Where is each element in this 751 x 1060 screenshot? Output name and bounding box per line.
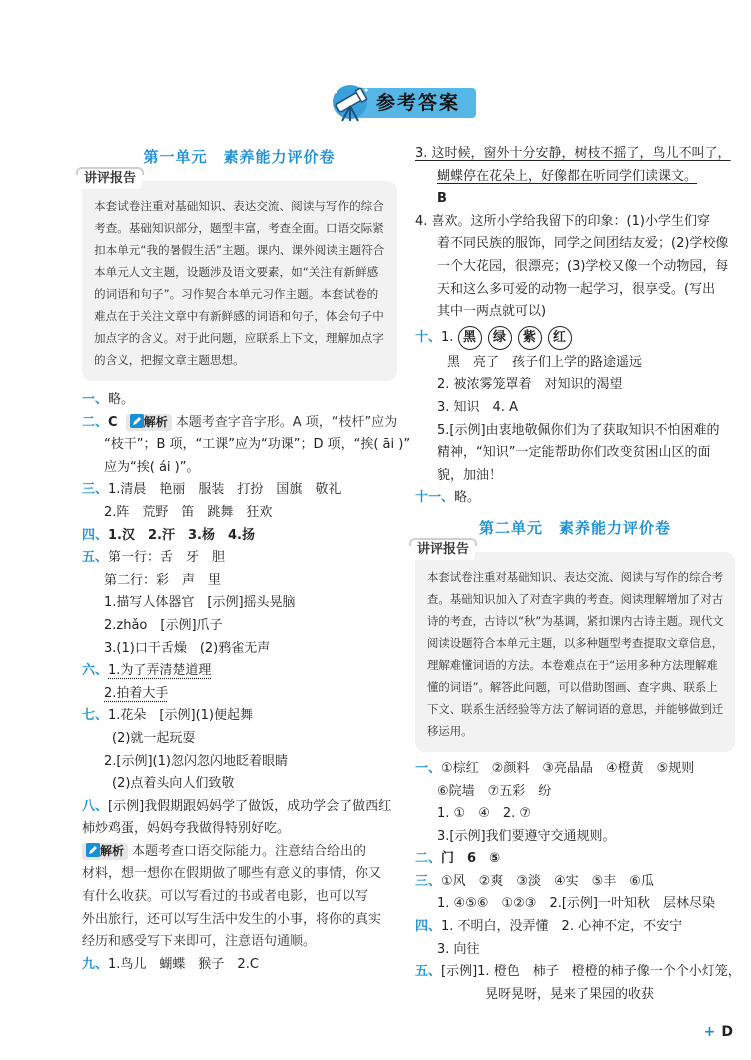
circled-char: 紫 [518,326,542,350]
u2-answer-3 [415,871,735,894]
section-number: 一、 [82,392,109,407]
answer-text: 1.花朵 [示例](1)便起舞 [108,708,253,724]
answer-text: 2.拍着大手 [104,685,169,701]
plus-icon: + [703,1024,716,1040]
section-number: 四、 [82,527,109,543]
answer-text: 门 6 ⑤ [441,851,501,867]
answer-3 [82,479,397,502]
answer-line: 1.描写人体器官 [示例]摇头晃脑 [104,595,296,611]
answer-line: 2. 被浓雾笼罩着 对知识的渴望 [437,377,623,393]
section-number: 六、 [82,663,109,679]
answer-text: C [108,414,118,430]
analysis-label: 解析 [143,414,168,429]
answer-8 [82,796,397,819]
answer-banner [330,84,478,120]
answer-line: 2.阵 荒野 笛 跳舞 狂欢 [104,504,273,520]
answer-line: 3. 知识 4. A [437,399,518,415]
u2-answer-4 [415,916,735,939]
answer-line: 貌，加油！ [437,467,503,483]
u2-answer-2 [415,848,735,871]
explanation-text: 本题考查口语交际能力。注意结合给出的 [132,843,367,859]
answer-10 [415,324,735,352]
answer-text: [示例]我假期跟妈妈学了做饭，成功学会了做西红 [108,798,392,814]
answer-text: 1. 不明白，没弄懂 2. 心神不定，不安宁 [441,919,683,935]
answer-8-analysis [82,841,397,864]
answer-text: ①棕红 ②颜料 ③亮晶晶 ④橙黄 ⑤规则 [441,760,695,776]
section-number: 九、 [82,956,109,972]
section-number: 十、 [415,329,442,345]
page-marker [704,1024,733,1040]
answer-text: 蝴蝶停在花朵上，好像都在听同学们读课文。 [437,168,698,184]
unit1-title: 第一单元 素养能力评价卷 [143,148,336,166]
answer-line: 黑 亮了 孩子们上学的路途遥远 [447,354,643,370]
answer-5 [82,547,397,570]
answer-line: ⑥院墙 ⑦五彩 纷 [437,783,552,799]
circled-char: 绿 [488,326,512,350]
answer-line: 第二行：彩 声 里 [104,572,222,588]
answer-line: 着不同民族的服饰，同学之间团结友爱；(2)学校像 [437,236,729,252]
answer-line: 2.[示例](1)忽闪忽闪地眨着眼睛 [104,753,288,769]
report-text: 本套试卷注重对基础知识、表达交流、阅读与写作的综合考查。基础知识部分，题型丰富，考查全面。口语交际紧扣本单元“我的暑假生活”主题。课内、课外阅读主题符合本单元人文主题，设题涉及语文要素，如“关注有新鲜感的词语和句子”。习作契合本单元习作主题。本套试卷的难点在于关注文章中有新鲜感的词语和句子，体会句子中加点字的含义。对于此问题，应联系上下文，理解加点字的含义，把握文章主题思想。 [94,199,385,367]
answer-line [415,166,735,189]
answer-text: 1.鸟儿 蝴蝶 猴子 2.C [108,956,259,972]
answer-line: 3. 向往 [437,941,480,957]
answer-line: 3.(1)口干舌燥 (2)鸦雀无声 [104,640,271,656]
telescope-icon [330,84,374,124]
section-number: 八、 [82,798,109,814]
explanation-line: 有什么收获。可以写看过的书或者电影，也可以写 [82,889,369,905]
analysis-badge [82,843,128,860]
section-number: 二、 [82,414,109,430]
answer-text: 略。 [454,490,481,506]
answer-text: 1.清晨 艳丽 服装 打扮 国旗 敬礼 [108,482,342,498]
answer-line: 5.[示例]由衷地敬佩你们为了获取知识不怕困难的 [437,422,720,438]
unit2-report-box [415,541,735,752]
answer-line: 柿炒鸡蛋，妈妈夸我做得特别好吃。 [82,821,291,837]
unit1-report-box [82,171,397,381]
answer-text: [示例]1. 橙色 柿子 橙橙的柿子像一个个小灯笼， [441,964,741,980]
section-number: 三、 [415,873,442,889]
answer-11 [415,487,735,510]
answer-line: (2)就一起玩耍 [112,730,196,746]
answer-line [82,683,397,706]
section-number: 十一、 [415,490,455,506]
answer-text: 1.为了弄清楚道理 [108,663,212,679]
answer-4 [82,525,397,548]
u2-answer-1 [415,758,735,781]
section-number: 二、 [415,851,442,867]
circled-char: 黑 [458,326,482,350]
answer-2 [82,412,397,435]
pencil-icon [86,843,100,857]
answer-line: 一个大花园，很漂亮；(3)学校又像一个动物园，每 [437,258,729,274]
analysis-badge [126,414,172,431]
answer-line: 2.zhǎo [示例]爪子 [104,617,223,633]
banner-title: 参考答案 [376,92,461,114]
section-number: 五、 [415,964,442,980]
right-column [415,143,741,1006]
answer-line: 4. 喜欢。这所小学给我留下的印象：(1)小学生们穿 [415,213,710,229]
section-number: 四、 [415,919,442,935]
answer-line: B [437,191,447,207]
answer-line: 精神，“知识”一定能帮助你们改变贫困山区的面 [437,445,711,461]
answer-line: 1. ① ④ 2. ⑦ [437,806,532,822]
report-tag: 讲评报告 [411,540,475,560]
report-tag: 讲评报告 [78,169,142,189]
page-letter: D [721,1024,733,1040]
answer-text: 第一行：舌 牙 胆 [108,550,226,566]
section-number: 七、 [82,708,109,724]
unit2-title: 第二单元 素养能力评价卷 [478,518,671,537]
explanation-line: “枝干”；B 项，“工课”应为“功课”；D 项，“挨( āi )” [104,437,411,453]
report-text: 本套试卷注重对基础知识、表达交流、阅读与写作的综合考查。基础知识加入了对查字典的考查。阅读理解增加了对古诗的考查，古诗以“秋”为基调，紧扣课内古诗主题。现代文阅读设题符合本单元主题，以多种题型考查提取文章信息，理解难懂词语的方法。本卷难点在于“运用多种方法理解难懂的词语”。解答此问题，可以借助图画、查字典、联系上下文、联系生活经验等方法了解词语的意思，并能够做到迁移运用。 [427,569,724,738]
answer-line: 天和这么多可爱的动物一起学习，很享受。(写出 [437,281,716,297]
answer-line: 3.[示例]我们要遵守交通规则。 [437,828,616,844]
answer-9 [82,954,397,977]
answer-7 [82,705,397,728]
answer-line: 1. ④⑤⑥ ①②③ 2.[示例]一叶知秋 层林尽染 [437,896,716,912]
answer-text: 1. [441,329,454,345]
section-number: 三、 [82,482,109,498]
left-column [82,145,411,976]
answer-line: (2)点着头向人们致敬 [112,776,235,792]
explanation-line: 经历和感受写下来即可，注意语句通顺。 [82,934,317,950]
explanation-line: 材料，想一想你在假期做了哪些有意义的事情，你又 [82,866,382,882]
answer-6 [82,660,397,683]
u2-answer-5 [415,961,741,984]
answer-text: 略。 [108,392,135,407]
circled-char: 红 [548,326,572,350]
answer-text: 1.汉 2.汗 3.杨 4.扬 [108,527,255,543]
answer-line: 晃呀晃呀，晃来了果园的收获 [485,986,655,1002]
answer-text: 3. 这时候，窗外十分安静，树枝不摇了，鸟儿不叫了， [415,146,731,161]
pencil-icon [130,414,144,428]
explanation-line: 应为“挨( ái )”。 [104,459,200,475]
answer-line: 其中一两点就可以) [437,304,547,320]
section-number: 一、 [415,760,442,776]
answer-1 [82,389,397,412]
analysis-label: 解析 [100,843,125,858]
explanation-line: 外出旅行，还可以写生活中发生的小事，将你的真实 [82,911,382,927]
section-number: 五、 [82,550,109,566]
explanation-text: 本题考查字音字形。A 项，“枝杆”应为 [175,414,398,430]
answer-text: ①风 ②爽 ③淡 ④实 ⑤丰 ⑥瓜 [441,873,654,889]
answer-line [415,143,735,166]
